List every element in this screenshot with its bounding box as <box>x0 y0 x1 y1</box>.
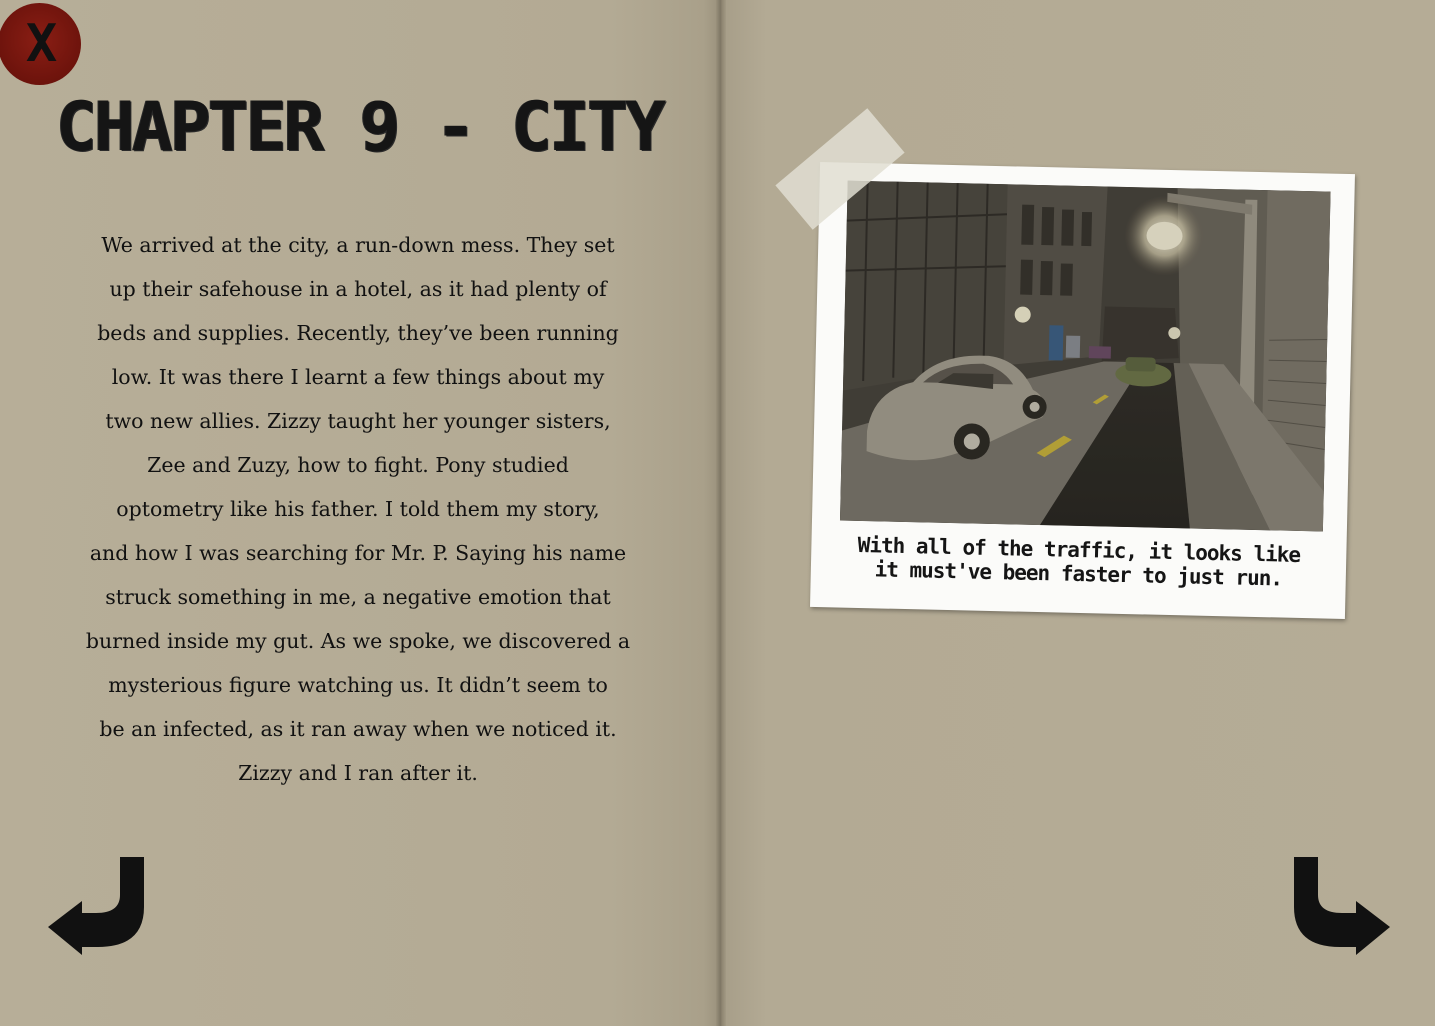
caption-line: With all of the traffic, it looks like <box>857 532 1301 567</box>
next-page-button[interactable] <box>1290 855 1392 957</box>
curved-arrow-forward-icon <box>1290 855 1392 957</box>
story-line: Zizzy and I ran after it. <box>238 761 478 785</box>
chapter-title: CHAPTER 9 - CITY <box>56 88 664 167</box>
caption-line: it must've been faster to just run. <box>874 557 1283 591</box>
story-line: burned inside my gut. As we spoke, we discovered a <box>85 629 631 653</box>
previous-page-button[interactable] <box>46 855 148 957</box>
story-line: and how I was searching for Mr. P. Saying his name <box>89 541 627 565</box>
close-button[interactable] <box>0 3 81 85</box>
close-icon: X <box>25 14 58 74</box>
story-line: up their safehouse in a hotel, as it had plenty of <box>109 277 607 301</box>
story-line: struck something in me, a negative emotion that <box>105 585 611 609</box>
story-line: mysterious figure watching us. It didn’t seem to <box>108 673 608 697</box>
story-line: Zee and Zuzy, how to fight. Pony studied <box>147 453 569 477</box>
story-line: beds and supplies. Recently, they’ve been running <box>97 321 619 345</box>
story-line: be an infected, as it ran away when we noticed it. <box>99 717 617 741</box>
photo-caption <box>821 532 1337 592</box>
story-text <box>48 223 668 795</box>
story-line: optometry like his father. I told them my story, <box>116 497 600 521</box>
city-street-image <box>840 181 1331 532</box>
story-line: two new allies. Zizzy taught her younger sisters, <box>105 409 611 433</box>
curved-arrow-back-icon <box>46 855 148 957</box>
polaroid-photo <box>810 162 1355 619</box>
book-spine <box>716 0 726 1026</box>
story-line: low. It was there I learnt a few things about my <box>111 365 605 389</box>
story-line: We arrived at the city, a run-down mess. They set <box>101 233 615 257</box>
